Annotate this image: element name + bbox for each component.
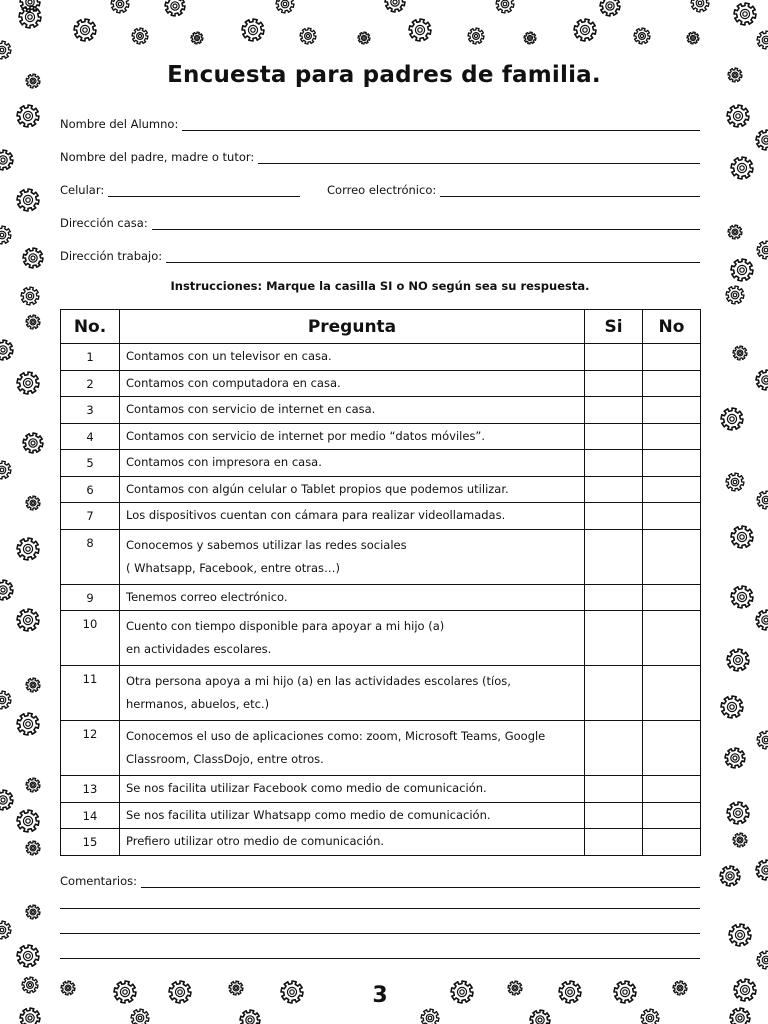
answer-yes-checkbox[interactable] [585, 450, 643, 477]
comments-line-3[interactable] [60, 933, 700, 934]
table-row [61, 721, 701, 776]
question-text [120, 611, 585, 666]
question-number: 10 [61, 611, 120, 666]
answer-yes-checkbox[interactable] [585, 829, 643, 856]
table-header-row [61, 310, 701, 344]
table-row [61, 611, 701, 666]
instructions: Instrucciones: Marque la casilla SI o NO según sea su respuesta. [170, 279, 590, 293]
question-line: hermanos, abuelos, etc.) [126, 697, 270, 711]
question-line: Otra persona apoya a mi hijo (a) en las actividades escolares (tíos, [126, 674, 511, 688]
question-line: Classroom, ClassDojo, entre otros. [126, 752, 324, 766]
question-line: Contamos con impresora en casa. [126, 455, 322, 470]
table-row [61, 450, 701, 477]
question-number: 6 [61, 476, 120, 503]
table-row [61, 397, 701, 424]
question-number: 4 [61, 423, 120, 450]
table-row [61, 423, 701, 450]
phone-field[interactable] [60, 181, 300, 197]
question-number: 3 [61, 397, 120, 424]
table-row [61, 584, 701, 611]
answer-yes-checkbox[interactable] [585, 529, 643, 584]
home-address-line[interactable] [152, 218, 700, 230]
question-number: 1 [61, 344, 120, 371]
question-line: en actividades escolares. [126, 642, 272, 656]
question-line: Se nos facilita utilizar Whatsapp como medio de comunicación. [126, 807, 491, 822]
answer-yes-checkbox[interactable] [585, 802, 643, 829]
question-text [120, 829, 585, 856]
page-number: 3 [364, 983, 396, 1008]
answer-yes-checkbox[interactable] [585, 344, 643, 371]
header-number: No. [61, 310, 120, 344]
answer-yes-checkbox[interactable] [585, 503, 643, 530]
question-line: Prefiero utilizar otro medio de comunicación. [126, 834, 385, 849]
table-row [61, 529, 701, 584]
survey-table [60, 309, 701, 856]
answer-no-checkbox[interactable] [643, 503, 701, 530]
header-question: Pregunta [120, 310, 585, 344]
header-yes: Si [585, 310, 643, 344]
parent-name-line[interactable] [258, 152, 700, 164]
work-address-field[interactable] [60, 247, 700, 263]
comments-field[interactable] [60, 872, 700, 888]
table-row [61, 829, 701, 856]
question-number: 14 [61, 802, 120, 829]
header-no: No [643, 310, 701, 344]
answer-no-checkbox[interactable] [643, 529, 701, 584]
answer-no-checkbox[interactable] [643, 829, 701, 856]
question-number: 8 [61, 529, 120, 584]
student-name-field[interactable] [60, 115, 700, 131]
question-number: 7 [61, 503, 120, 530]
comments-line-4[interactable] [60, 958, 700, 959]
question-text [120, 529, 585, 584]
question-line: Los dispositivos cuentan con cámara para realizar videollamadas. [126, 508, 506, 523]
question-text [120, 370, 585, 397]
answer-no-checkbox[interactable] [643, 423, 701, 450]
student-name-label: Nombre del Alumno: [60, 117, 179, 131]
question-number: 15 [61, 829, 120, 856]
parent-name-label: Nombre del padre, madre o tutor: [60, 150, 255, 164]
table-row [61, 476, 701, 503]
answer-no-checkbox[interactable] [643, 776, 701, 803]
table-row [61, 370, 701, 397]
question-number: 12 [61, 721, 120, 776]
answer-yes-checkbox[interactable] [585, 776, 643, 803]
question-number: 11 [61, 666, 120, 721]
survey-body [61, 344, 701, 856]
answer-yes-checkbox[interactable] [585, 370, 643, 397]
home-address-field[interactable] [60, 214, 700, 230]
answer-no-checkbox[interactable] [643, 802, 701, 829]
answer-yes-checkbox[interactable] [585, 423, 643, 450]
question-text [120, 584, 585, 611]
answer-no-checkbox[interactable] [643, 344, 701, 371]
table-row [61, 776, 701, 803]
question-text [120, 450, 585, 477]
email-field[interactable] [327, 181, 700, 197]
answer-yes-checkbox[interactable] [585, 721, 643, 776]
question-line: Se nos facilita utilizar Facebook como medio de comunicación. [126, 781, 487, 796]
home-address-label: Dirección casa: [60, 216, 148, 230]
answer-yes-checkbox[interactable] [585, 397, 643, 424]
question-line: Contamos con algún celular o Tablet propios que podemos utilizar. [126, 481, 509, 496]
question-text [120, 423, 585, 450]
student-name-line[interactable] [182, 119, 700, 131]
answer-no-checkbox[interactable] [643, 584, 701, 611]
question-line: Contamos con servicio de internet en casa. [126, 402, 376, 417]
answer-yes-checkbox[interactable] [585, 476, 643, 503]
work-address-label: Dirección trabajo: [60, 249, 163, 263]
question-text [120, 344, 585, 371]
question-text [120, 802, 585, 829]
question-number: 9 [61, 584, 120, 611]
question-line: Conocemos el uso de aplicaciones como: zoom, Microsoft Teams, Google [126, 729, 546, 743]
parent-name-field[interactable] [60, 148, 700, 164]
question-number: 5 [61, 450, 120, 477]
table-row [61, 503, 701, 530]
comments-label: Comentarios: [60, 874, 138, 888]
answer-no-checkbox[interactable] [643, 397, 701, 424]
comments-line-2[interactable] [60, 908, 700, 909]
table-row [61, 802, 701, 829]
answer-no-checkbox[interactable] [643, 476, 701, 503]
question-line: Conocemos y sabemos utilizar las redes sociales [126, 537, 407, 552]
answer-no-checkbox[interactable] [643, 611, 701, 666]
question-text [120, 397, 585, 424]
answer-yes-checkbox[interactable] [585, 666, 643, 721]
email-label: Correo electrónico: [327, 183, 437, 197]
question-text [120, 721, 585, 776]
question-number: 2 [61, 370, 120, 397]
table-row [61, 344, 701, 371]
answer-yes-checkbox[interactable] [585, 584, 643, 611]
question-line: Contamos con un televisor en casa. [126, 349, 332, 364]
question-text [120, 666, 585, 721]
answer-no-checkbox[interactable] [643, 370, 701, 397]
page-title: Encuesta para padres de familia. [167, 62, 601, 88]
work-address-line[interactable] [166, 251, 700, 263]
question-text [120, 776, 585, 803]
answer-no-checkbox[interactable] [643, 721, 701, 776]
question-line: Contamos con servicio de internet por medio “datos móviles”. [126, 428, 486, 443]
question-line: Tenemos correo electrónico. [126, 589, 288, 604]
question-text [120, 503, 585, 530]
question-text [120, 476, 585, 503]
table-row [61, 666, 701, 721]
email-line[interactable] [440, 185, 700, 197]
question-line: ( Whatsapp, Facebook, entre otras…) [126, 560, 341, 575]
phone-label: Celular: [60, 183, 105, 197]
question-line: Cuento con tiempo disponible para apoyar a mi hijo (a) [126, 619, 445, 633]
answer-yes-checkbox[interactable] [585, 611, 643, 666]
comments-line-1[interactable] [141, 876, 700, 888]
answer-no-checkbox[interactable] [643, 450, 701, 477]
question-line: Contamos con computadora en casa. [126, 375, 341, 390]
answer-no-checkbox[interactable] [643, 666, 701, 721]
question-number: 13 [61, 776, 120, 803]
phone-line[interactable] [108, 185, 300, 197]
